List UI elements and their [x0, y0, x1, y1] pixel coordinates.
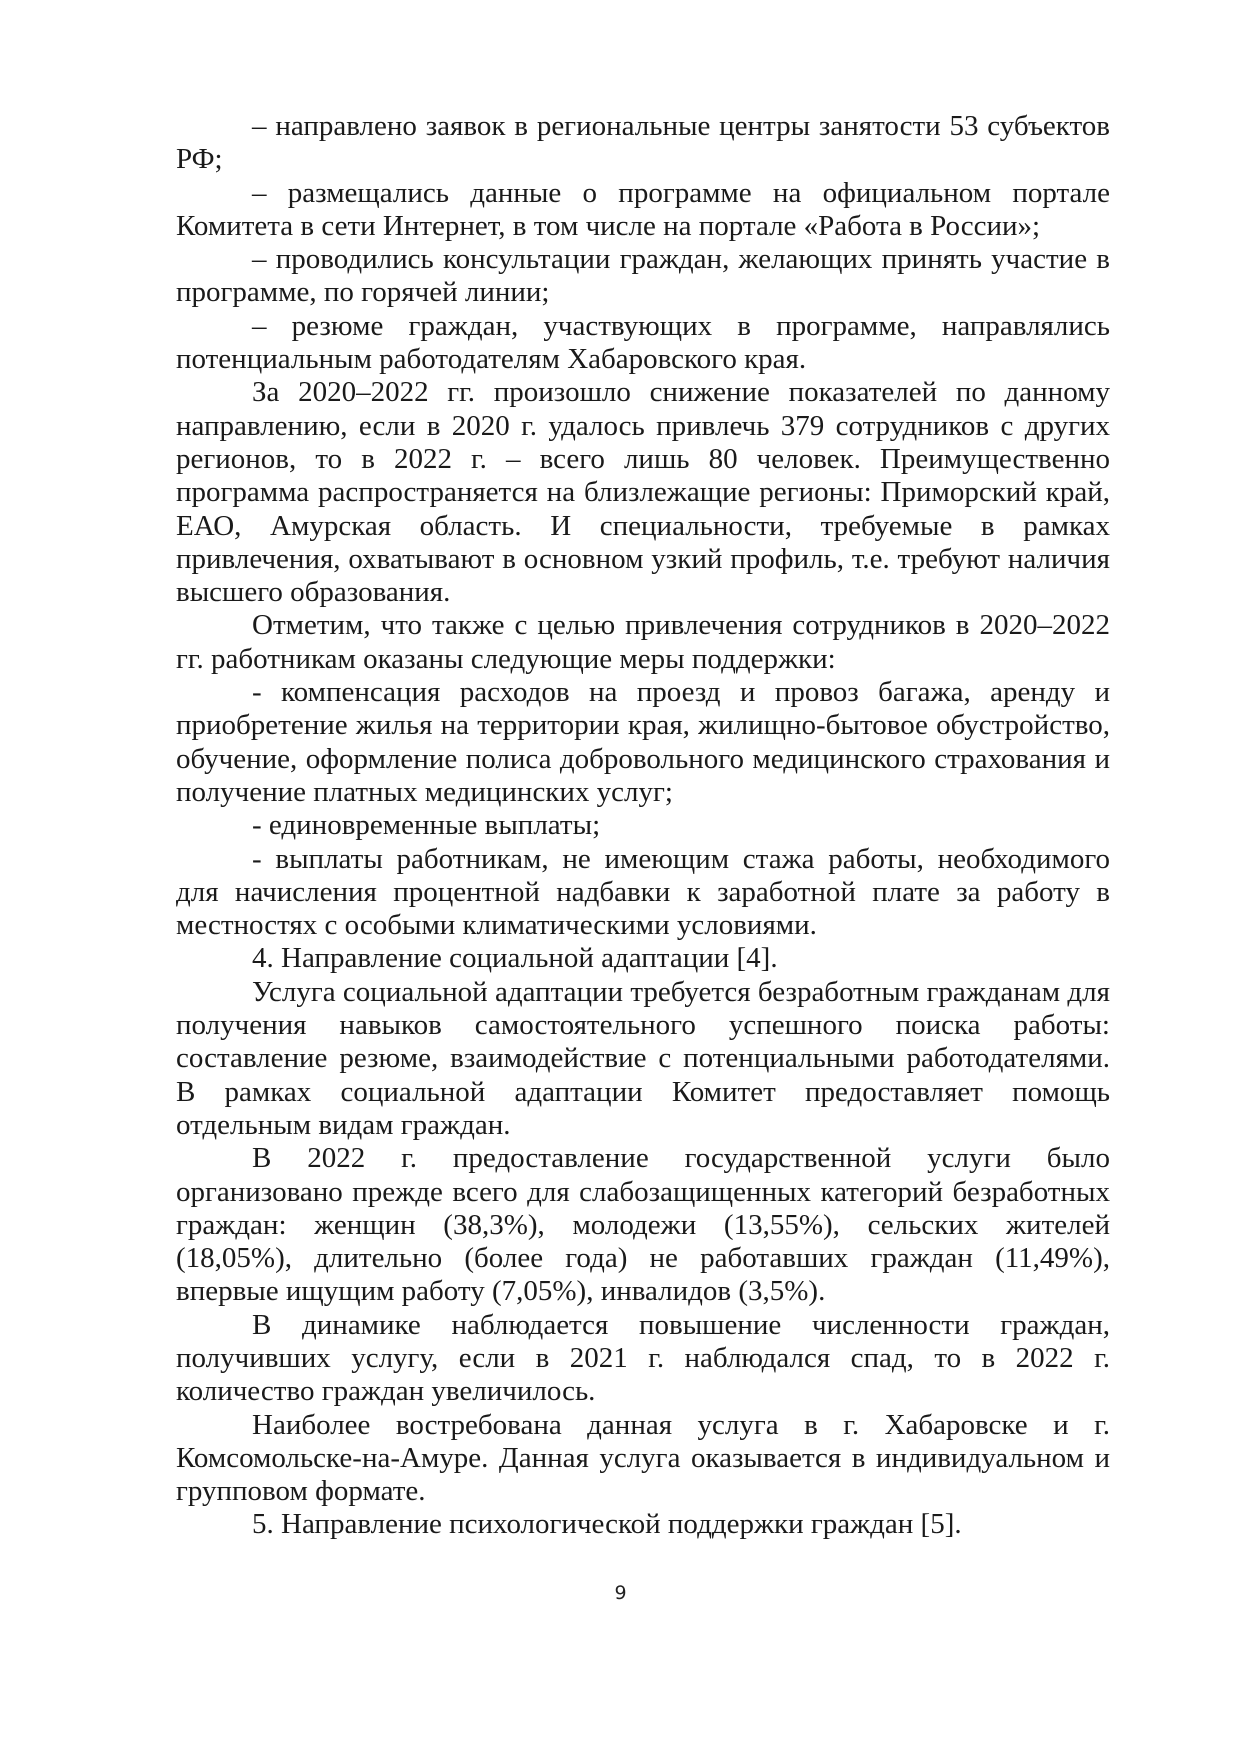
paragraph-dynamics: В динамике наблюдается повышение численности граждан, получивших услугу, если в 2021 г. наблюдался спад, то в 2022 г. количество граждан увеличилось.: [176, 1308, 1110, 1408]
section-heading-psychological-support: 5. Направление психологической поддержки граждан [5].: [252, 1508, 962, 1541]
page-number: 9: [614, 1582, 627, 1604]
paragraph-portal: – размещались данные о программе на официальном портале Комитета в сети Интернет, в том числе на портале «Работа в России»;: [176, 176, 1110, 242]
paragraph-categories: В 2022 г. предоставление государственной услуги было организовано прежде всего для слабозащищенных категорий безработных граждан: женщин (38,3%), молодежи (13,55%), сельских жителей (18,05%), длительно (более года) не работавших граждан (11,49%), впервые ищущим работу (7,05%), инвалидов (3,5%).: [176, 1142, 1110, 1308]
paragraph-adaptation-service: Услуга социальной адаптации требуется безработным гражданам для получения навыков самостоятельного успешного поиска работы: составление резюме, взаимодействие с потенциальными работодателями. В рамках социальной адаптации Комитет предоставляет помощь отдельным видам граждан.: [176, 975, 1110, 1141]
paragraph-indicators: За 2020–2022 гг. произошло снижение показателей по данному направлению, если в 2020 г. удалось привлечь 379 сотрудников с других регионов, то в 2022 г. – всего лишь 80 человек. Преимущественно программа распространяется на близлежащие регионы: Приморский край, ЕАО, Амурская область. И специальности, требуемые в рамках привлечения, охватывают в основном узкий профиль, т.е. требуют наличия высшего образования.: [176, 376, 1110, 609]
paragraph-lump-sum: - единовременные выплаты;: [252, 809, 601, 842]
paragraph-resumes: – резюме граждан, участвующих в программе, направлялись потенциальным работодателям Хабаровского края.: [176, 309, 1110, 376]
paragraph-consultations: – проводились консультации граждан, желающих принять участие в программе, по горячей линии;: [176, 243, 1110, 309]
section-heading-social-adaptation: 4. Направление социальной адаптации [4].: [252, 942, 778, 975]
paragraph-applications: – направлено заявок в региональные центры занятости 53 субъектов РФ;: [176, 110, 1110, 176]
page-body: [176, 110, 1110, 1542]
paragraph-support-intro: Отметим, что также с целью привлечения сотрудников в 2020–2022 гг. работникам оказаны следующие меры поддержки:: [176, 609, 1110, 675]
paragraph-payments: - выплаты работникам, не имеющим стажа работы, необходимого для начисления процентной надбавки к заработной плате за работу в местностях с особыми климатическими условиями.: [176, 842, 1110, 942]
paragraph-demand: Наиболее востребована данная услуга в г. Хабаровске и г. Комсомольске-на-Амуре. Данная услуга оказывается в индивидуальном и групповом формате.: [176, 1408, 1110, 1508]
paragraph-compensation: - компенсация расходов на проезд и провоз багажа, аренду и приобретение жилья на территории края, жилищно-бытовое обустройство, обучение, оформление полиса добровольного медицинского страхования и получение платных медицинских услуг;: [176, 676, 1110, 808]
